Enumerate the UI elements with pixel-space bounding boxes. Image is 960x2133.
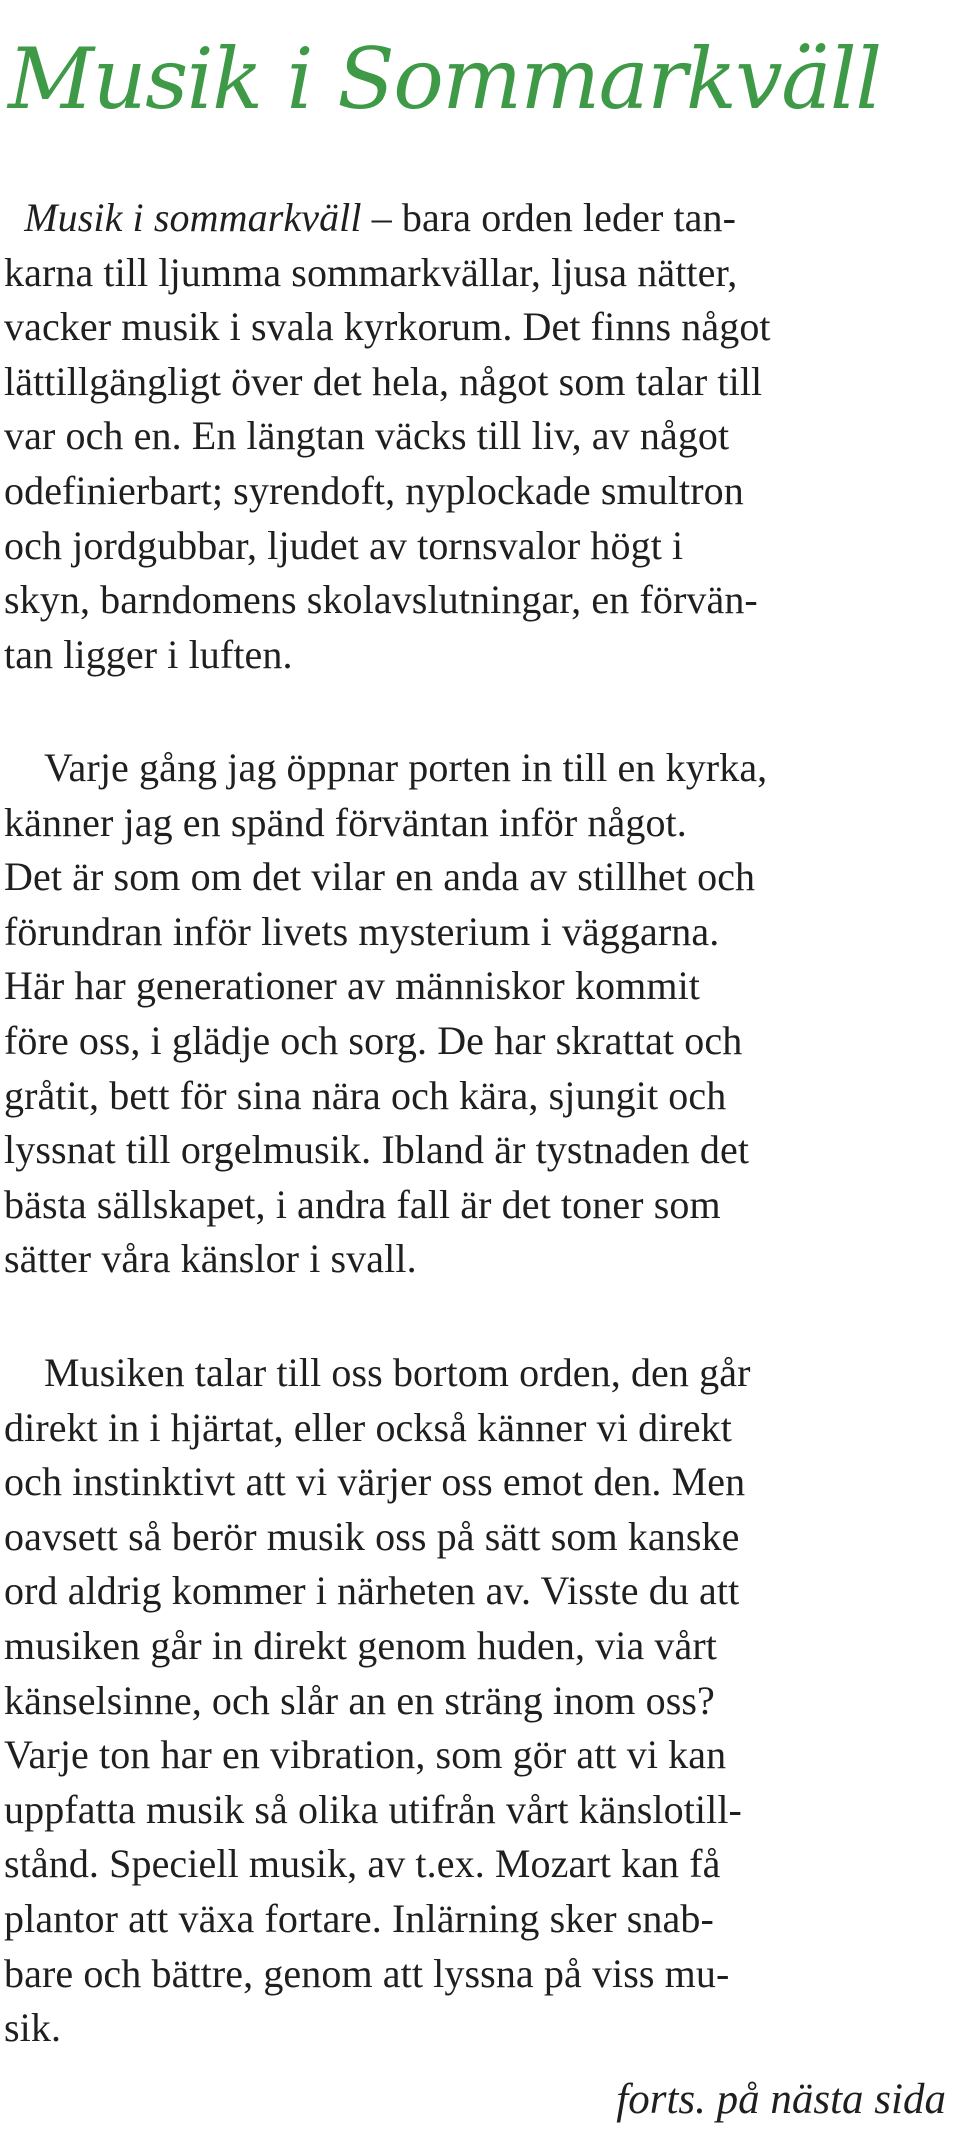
paragraph-line: skyn, barndomens skolavslutningar, en förvän- <box>4 577 758 623</box>
article-title: Musik i Sommarkväll <box>8 30 881 128</box>
paragraph-line: förundran inför livets mysterium i väggarna. <box>4 908 720 954</box>
paragraph-3 <box>4 1346 954 2056</box>
paragraph-line: och instinktivt att vi värjer oss emot den. Men <box>4 1459 746 1505</box>
paragraph-line: direkt in i hjärtat, eller också känner vi direkt <box>4 1404 732 1450</box>
paragraph-line: Här har generationer av människor kommit <box>4 963 700 1009</box>
paragraph-line: gråtit, bett för sina nära och kära, sjungit och <box>4 1072 727 1118</box>
paragraph-line: känner jag en spänd förväntan inför något. <box>4 799 687 845</box>
paragraph-1 <box>4 191 954 682</box>
paragraph-line: lättillgängligt över det hela, något som talar till <box>4 358 763 404</box>
paragraph-line: oavsett så berör musik oss på sätt som kanske <box>4 1513 740 1559</box>
paragraph-line: före oss, i glädje och sorg. De har skrattat och <box>4 1017 743 1063</box>
paragraph-line: Varje gång jag öppnar porten in till en kyrka, <box>44 745 768 790</box>
paragraph-line: Varje ton har en vibration, som gör att vi kan <box>4 1732 727 1778</box>
paragraph-line: sik. <box>4 2005 62 2051</box>
paragraph-line: och jordgubbar, ljudet av tornsvalor högt i <box>4 522 684 568</box>
paragraph-line: ord aldrig kommer i närheten av. Visste du att <box>4 1568 740 1614</box>
paragraph-line: vacker musik i svala kyrkorum. Det finns något <box>4 304 771 350</box>
paragraph-line: stånd. Speciell musik, av t.ex. Mozart kan få <box>4 1841 721 1887</box>
paragraph-line: odefinierbart; syrendoft, nyplockade smultron <box>4 467 744 513</box>
paragraph-line: Det är som om det vilar en anda av stillhet och <box>4 854 756 900</box>
paragraph-line: sätter våra känslor i svall. <box>4 1236 417 1282</box>
paragraph-line: var och en. En längtan väcks till liv, av något <box>4 413 730 459</box>
paragraph-2 <box>4 741 954 1287</box>
paragraph-line: uppfatta musik så olika utifrån vårt känslotill- <box>4 1786 742 1832</box>
paragraph-line: bästa sällskapet, i andra fall är det toner som <box>4 1181 721 1227</box>
paragraph-line: lyssnat till orgelmusik. Ibland är tystnaden det <box>4 1127 750 1173</box>
continued-note: forts. på nästa sida <box>616 2076 946 2123</box>
lead-line-rest: – bara orden leder tan- <box>361 195 737 240</box>
paragraph-line: känselsinne, och slår an en sträng inom oss? <box>4 1677 715 1723</box>
paragraph-line: karna till ljumma sommarkvällar, ljusa nätter, <box>4 249 738 295</box>
paragraph-line: bare och bättre, genom att lyssna på viss mu- <box>4 1950 730 1996</box>
paragraph-line <box>4 191 954 246</box>
paragraph-line: Musiken talar till oss bortom orden, den går <box>44 1350 751 1395</box>
paragraph-line: tan ligger i luften. <box>4 631 293 677</box>
paragraph-line: musiken går in direkt genom huden, via vårt <box>4 1622 718 1668</box>
paragraph-line: plantor att växa fortare. Inlärning sker snab- <box>4 1895 714 1941</box>
lead-phrase: Musik i sommarkväll <box>24 195 362 240</box>
